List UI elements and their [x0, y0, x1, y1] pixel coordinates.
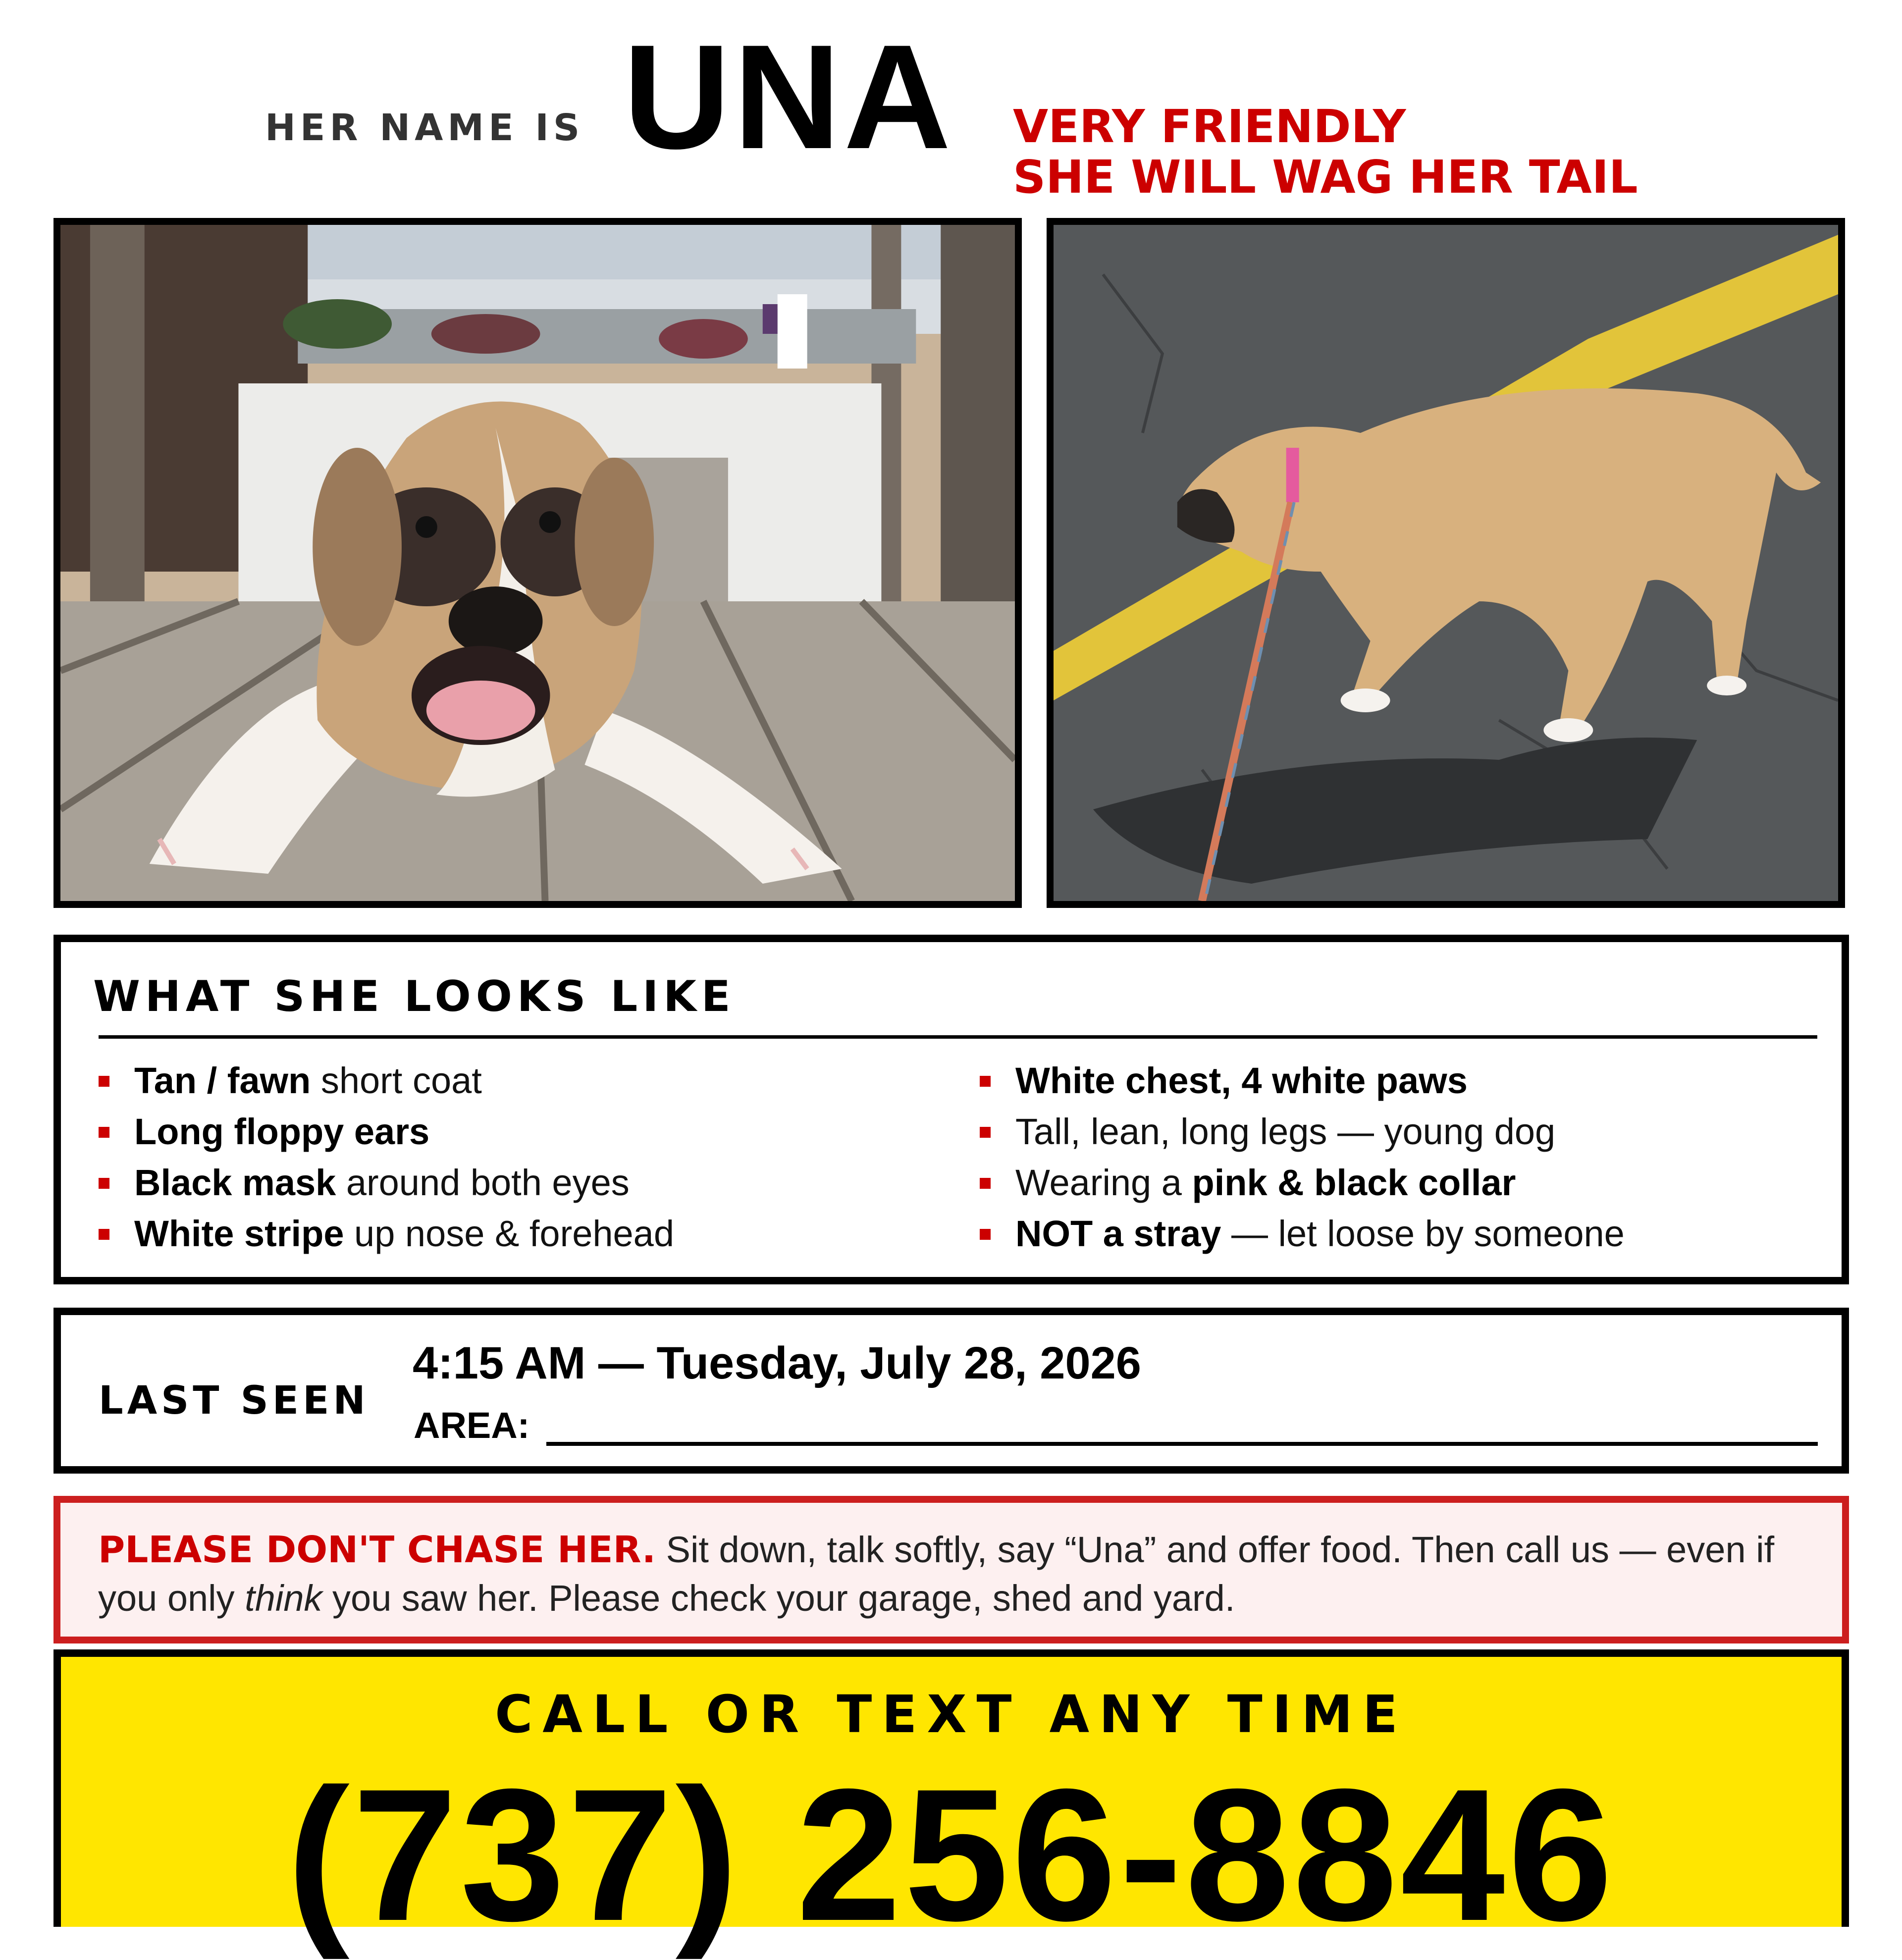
name-prefix: HER NAME IS	[265, 106, 584, 149]
feature-item	[99, 1208, 674, 1259]
warning-box	[53, 1496, 1849, 1643]
feature-item	[99, 1055, 674, 1106]
feature-item	[980, 1106, 1625, 1157]
description-title: WHAT SHE LOOKS LIKE	[93, 972, 736, 1021]
feature-text: Wearing a	[1015, 1162, 1192, 1203]
contact-box	[53, 1649, 1849, 1960]
contact-title: CALL OR TEXT ANY TIME	[495, 1684, 1408, 1745]
feature-text: around both eyes	[336, 1162, 630, 1203]
bullet-icon	[99, 1229, 109, 1240]
feature-bold: pink & black collar	[1192, 1162, 1516, 1203]
area-blank-line	[546, 1442, 1818, 1446]
tagline	[1013, 102, 1638, 203]
dog-name: UNA	[623, 13, 954, 180]
feature-bold: NOT a stray	[1015, 1213, 1221, 1254]
dog-photo-leash-image	[1054, 225, 1838, 901]
bullet-icon	[980, 1229, 991, 1240]
feature-bold: White stripe	[134, 1213, 344, 1254]
bullet-icon	[980, 1076, 991, 1087]
last-seen-box	[53, 1308, 1849, 1474]
bullet-icon	[980, 1127, 991, 1138]
last-seen-title: LAST SEEN	[99, 1378, 370, 1423]
feature-bold: White chest, 4 white paws	[1015, 1060, 1468, 1101]
feature-text: — let loose by someone	[1221, 1213, 1625, 1254]
feature-list-right	[980, 1055, 1625, 1259]
tagline-line-2: SHE WILL WAG HER TAIL	[1013, 151, 1638, 204]
bullet-icon	[99, 1076, 109, 1087]
feature-bold: Black mask	[134, 1162, 336, 1203]
feature-item	[980, 1055, 1625, 1106]
warning-lead: PLEASE DON'T CHASE HER.	[98, 1529, 656, 1571]
feature-item	[980, 1157, 1625, 1208]
bullet-icon	[980, 1178, 991, 1189]
feature-text: Tall, lean, long legs — young dog	[1015, 1111, 1556, 1152]
warning-body-2: you saw her. Please check your garage, shed and yard.	[322, 1578, 1235, 1619]
warning-text	[98, 1526, 1812, 1623]
feature-bold: Long floppy ears	[134, 1111, 430, 1152]
last-seen-time: 4:15 AM — Tuesday, July 28, 2026	[413, 1338, 1141, 1388]
description-box	[53, 935, 1849, 1284]
dog-photo-leash	[1047, 218, 1845, 908]
feature-item	[980, 1208, 1625, 1259]
feature-list-left	[99, 1055, 674, 1259]
description-divider	[99, 1035, 1817, 1039]
warning-emphasis: think	[245, 1578, 322, 1619]
dog-photo-table	[53, 218, 1022, 908]
tagline-line-1: VERY FRIENDLY	[1013, 100, 1406, 153]
feature-item	[99, 1106, 674, 1157]
bullet-icon	[99, 1178, 109, 1189]
feature-bold: Tan / fawn	[134, 1060, 311, 1101]
area-label: AREA:	[414, 1405, 530, 1446]
feature-item	[99, 1157, 674, 1208]
feature-text: up nose & forehead	[344, 1213, 674, 1254]
bullet-icon	[99, 1127, 109, 1138]
phone-number[interactable]: (737) 256-8846	[287, 1749, 1616, 1960]
warning-body-1: Sit down, talk softly, say “Una” and offer food. Then call us — even if you only	[98, 1529, 1775, 1619]
feature-text: short coat	[311, 1060, 482, 1101]
dog-photo-table-image	[60, 225, 1015, 901]
